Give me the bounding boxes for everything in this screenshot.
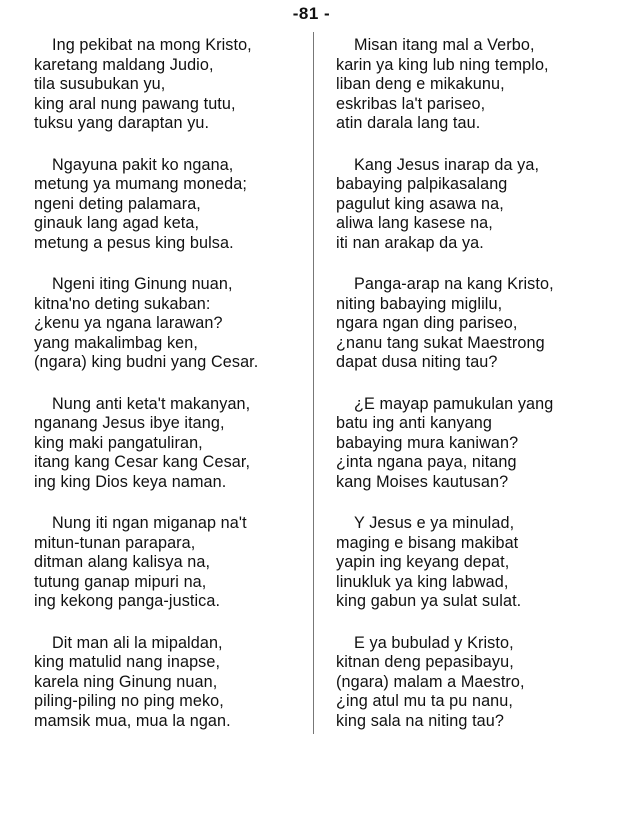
verse-line: yapin ing keyang depat, — [336, 553, 510, 571]
verse-line: piling-piling no ping meko, — [34, 692, 224, 710]
verse-line: atin darala lang tau. — [336, 114, 481, 132]
verse-line: Ngayuna pakit ko ngana, — [52, 155, 234, 174]
verse-line: Dit man ali la mipaldan, — [52, 633, 223, 652]
verse-line: king aral nung pawang tutu, — [34, 94, 236, 113]
verse-line: babaying mura kaniwan? — [336, 433, 519, 452]
verse-line: king sala na niting tau? — [336, 711, 504, 730]
verse-line: tutung ganap mipuri na, — [34, 572, 207, 591]
column-divider — [313, 32, 314, 734]
verse-line: maging e bisang makibat — [336, 533, 519, 552]
verse-line: Y Jesus e ya minulad, — [354, 514, 515, 532]
stanza — [336, 395, 611, 515]
verse-line: king gabun ya sulat sulat. — [336, 592, 522, 610]
verse-line: kang Moises kautusan? — [336, 472, 509, 491]
verse-line: (ngara) king budni yang Cesar. — [34, 353, 259, 371]
verse-line: ditman alang kalisya na, — [34, 553, 211, 571]
verse-line: ginauk lang agad keta, — [34, 214, 200, 232]
stanza — [336, 514, 611, 634]
verse-line: ing king Dios keya naman. — [34, 472, 227, 491]
verse-line: pagulut king asawa na, — [336, 194, 504, 213]
verse-line: liban deng e mikakunu, — [336, 75, 505, 93]
stanza — [336, 634, 611, 754]
stanza — [34, 156, 304, 276]
verse-line: ing kekong panga-justica. — [34, 592, 221, 610]
verse-line: Misan itang mal a Verbo, — [354, 36, 535, 54]
verse-line: iti nan arakap da ya. — [336, 233, 484, 252]
verse-line: king maki pangatuliran, — [34, 433, 203, 452]
verse-line: linukluk ya king labwad, — [336, 572, 509, 591]
verse-line: karin ya king lub ning templo, — [336, 55, 549, 74]
stanza — [336, 156, 611, 276]
verse-line: ¿E mayap pamukulan yang — [354, 394, 554, 413]
verse-line: ngara ngan ding pariseo, — [336, 314, 518, 332]
verse-line: ngeni deting palamara, — [34, 194, 201, 213]
stanza — [34, 634, 304, 754]
verse-line: eskribas la't pariseo, — [336, 94, 486, 113]
verse-line: karela ning Ginung nuan, — [34, 672, 218, 691]
verse-line: itang kang Cesar kang Cesar, — [34, 453, 251, 471]
verse-line: aliwa lang kasese na, — [336, 214, 493, 232]
verse-line: Ngeni iting Ginung nuan, — [52, 275, 233, 293]
verse-line: kitnan deng pepasibayu, — [336, 653, 514, 671]
page-number: -81 - — [292, 4, 331, 23]
stanza — [336, 36, 611, 156]
verse-line: mitun-tunan parapara, — [34, 533, 196, 552]
stanza — [34, 514, 304, 634]
verse-line: ¿ing atul mu ta pu nanu, — [336, 692, 513, 710]
verse-line: ¿kenu ya ngana larawan? — [34, 314, 223, 332]
verse-line: metung a pesus king bulsa. — [34, 233, 234, 252]
stanza — [336, 275, 611, 395]
stanza — [34, 395, 304, 515]
verse-line: babaying palpikasalang — [336, 175, 508, 193]
verse-line: Nung anti keta't makanyan, — [52, 394, 251, 413]
verse-line: king matulid nang inapse, — [34, 653, 221, 671]
verse-line: yang makalimbag ken, — [34, 333, 198, 352]
stanza — [34, 36, 304, 156]
verse-line: kitna'no deting sukaban: — [34, 294, 211, 313]
verse-line: Nung iti ngan miganap na't — [52, 514, 247, 532]
verse-line: metung ya mumang moneda; — [34, 175, 247, 193]
left-column — [34, 36, 304, 753]
verse-line: niting babaying miglilu, — [336, 294, 503, 313]
verse-line: E ya bubulad y Kristo, — [354, 633, 514, 652]
verse-line: mamsik mua, mua la ngan. — [34, 711, 231, 730]
verse-line: nganang Jesus ibye itang, — [34, 414, 225, 432]
verse-line: tila susubukan yu, — [34, 75, 166, 93]
verse-line: dapat dusa niting tau? — [336, 353, 498, 371]
verse-line: tuksu yang daraptan yu. — [34, 114, 210, 132]
verse-line: Kang Jesus inarap da ya, — [354, 155, 540, 174]
verse-line: (ngara) malam a Maestro, — [336, 672, 525, 691]
verse-line: batu ing anti kanyang — [336, 414, 492, 432]
verse-line: ¿inta ngana paya, nitang — [336, 453, 517, 471]
verse-line: Panga-arap na kang Kristo, — [354, 275, 554, 293]
verse-line: karetang maldang Judio, — [34, 55, 214, 74]
verse-line: ¿nanu tang sukat Maestrong — [336, 333, 545, 352]
stanza — [34, 275, 304, 395]
right-column — [336, 36, 611, 753]
verse-line: Ing pekibat na mong Kristo, — [52, 36, 252, 54]
